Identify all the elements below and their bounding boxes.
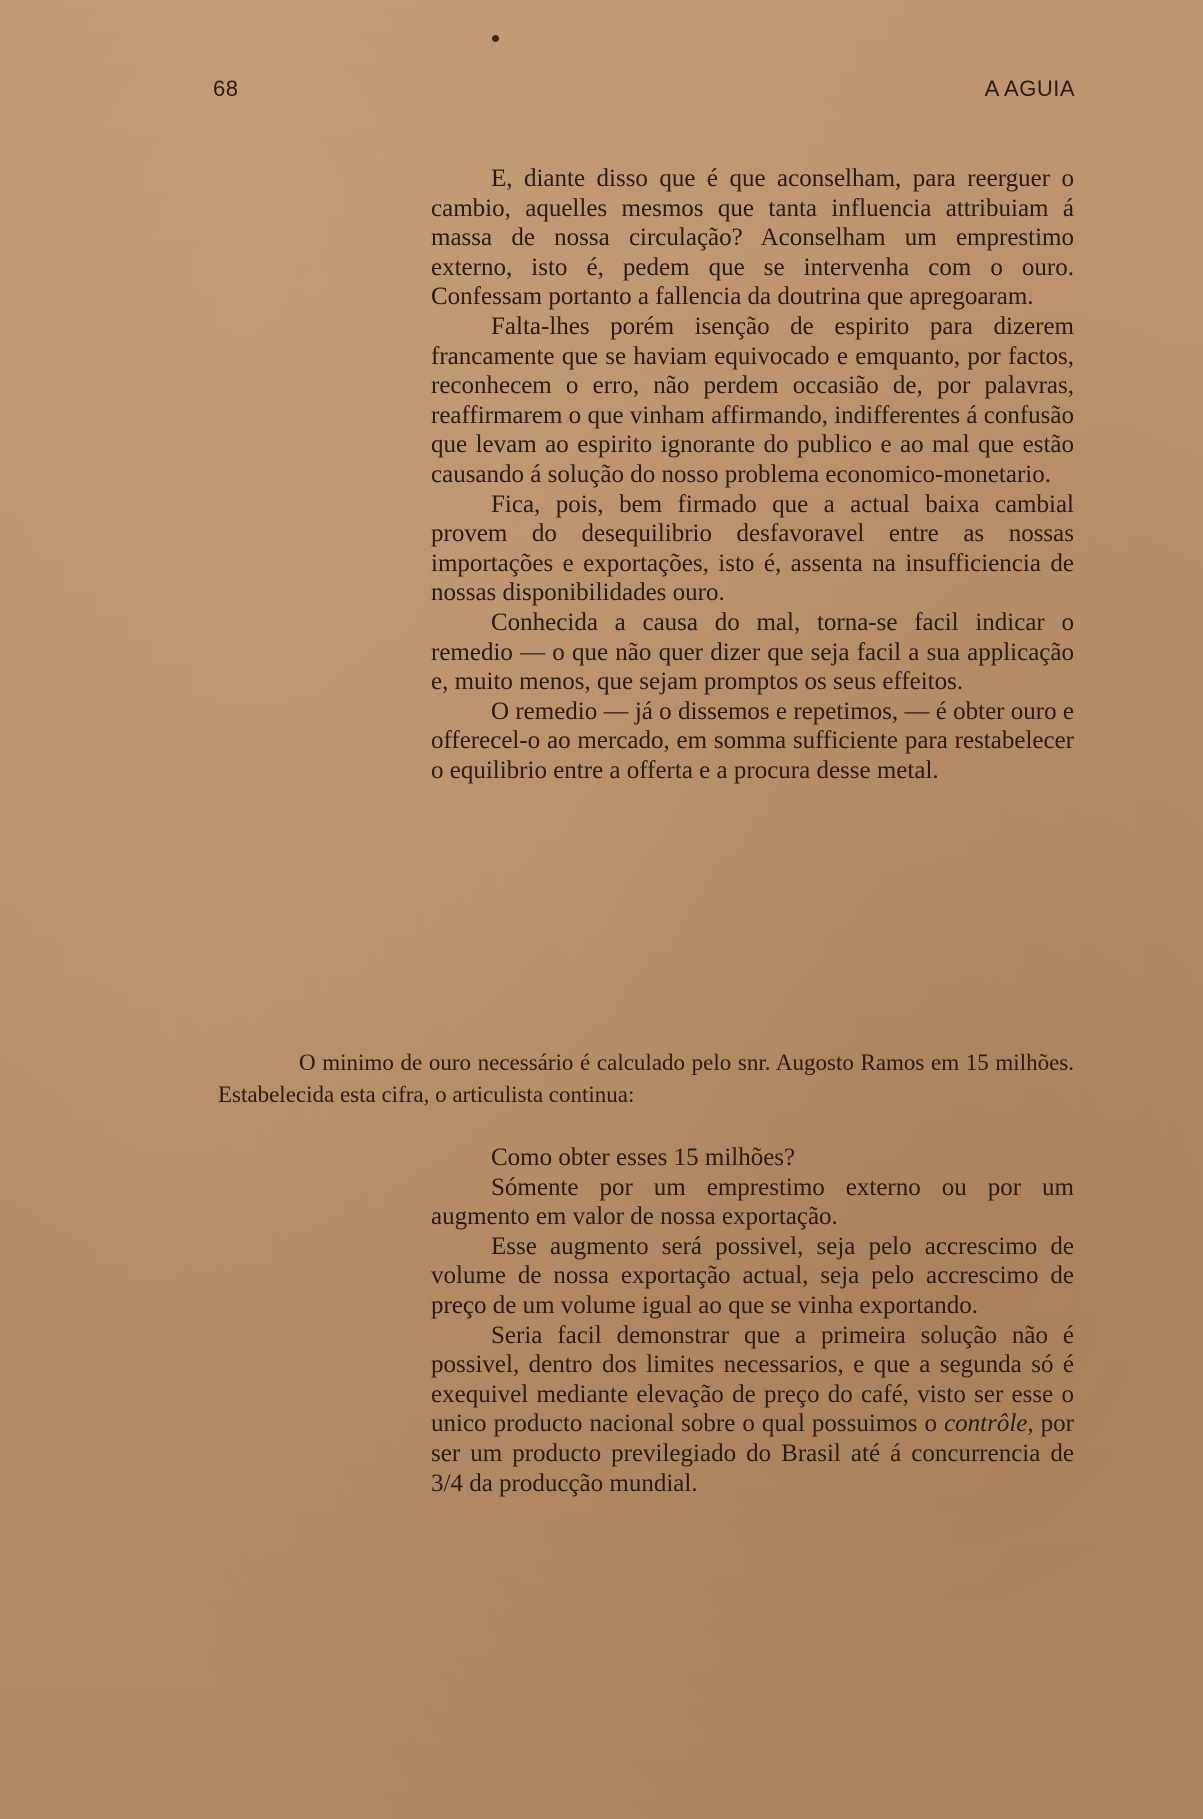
paragraph-text-before-term: Seria facil demonstrar que a primeira solução não é possivel, dentro dos limites necessarios, e que a segunda só é exequivel mediante elevação de preço do café, visto ser esse o unico producto nacional sobre o qual possuimos o <box>431 1321 1074 1438</box>
quoted-passage-1 <box>431 164 1074 785</box>
page-number: 68 <box>213 76 239 101</box>
quote-paragraph: Conhecida a causa do mal, torna-se facil indicar o remedio — o que não quer dizer que seja facil a sua applicação e, muito menos, que sejam promptos os seus effeitos. <box>431 608 1074 696</box>
quote-paragraph: Esse augmento será possivel, seja pelo accrescimo de volume de nossa exportação actual, seja pelo accrescimo de preço de um volume igual ao que se vinha exportando. <box>431 1232 1074 1319</box>
quote-paragraph-last <box>431 1321 1074 1499</box>
ink-speck <box>492 35 499 42</box>
quote-paragraph: Sómente por um emprestimo externo ou por um augmento em valor de nossa exportação. <box>431 1173 1074 1231</box>
running-title: A AGUIA <box>984 76 1075 101</box>
paragraph-text-after-term: por ser um producto previlegiado do Brasil até á concurrencia de 3/4 da producção mundial. <box>431 1410 1074 1497</box>
page-header <box>213 76 1075 106</box>
quote-paragraph: Fica, pois, bem firmado que a actual baixa cambial provem do desequilibrio desfavoravel entre as nossas importações e exportações, isto é, assenta na insufficiencia de nossas disponibilidades ouro. <box>431 490 1074 607</box>
quote-paragraph: Como obter esses 15 milhões? <box>491 1144 796 1171</box>
commentary-paragraph: O minimo de ouro necessário é calculado pelo snr. Augosto Ramos em 15 milhões. Estabelecida esta cifra, o articulista continua: <box>218 1050 1074 1107</box>
italic-term: contrôle, <box>944 1410 1034 1438</box>
quote-paragraph: Falta-lhes porém isenção de espirito para dizerem francamente que se haviam equivocado e emquanto, por factos, reconhecem o erro, não perdem occasião de, por palavras, reaffirmarem o que vinham affirmando, indifferentes á confusão que levam ao espirito ignorante do publico e ao mal que estão causando á solução do nosso problema economico-monetario. <box>431 312 1074 488</box>
quote-paragraph: E, diante disso que é que aconselham, para reerguer o cambio, aquelles mesmos que tanta influencia attribuiam á massa de nossa circulação? Aconselham um emprestimo externo, isto é, pedem que se intervenha com o ouro. Confessam portanto a fallencia da doutrina que apregoaram. <box>431 165 1074 311</box>
quote-paragraph: O remedio — já o dissemos e repetimos, — é obter ouro e offerecel-o ao mercado, em somma sufficiente para restabelecer o equilibrio entre a offerta e a procura desse metal. <box>431 697 1074 784</box>
author-commentary <box>218 1047 1074 1111</box>
quoted-passage-2 <box>431 1143 1074 1498</box>
